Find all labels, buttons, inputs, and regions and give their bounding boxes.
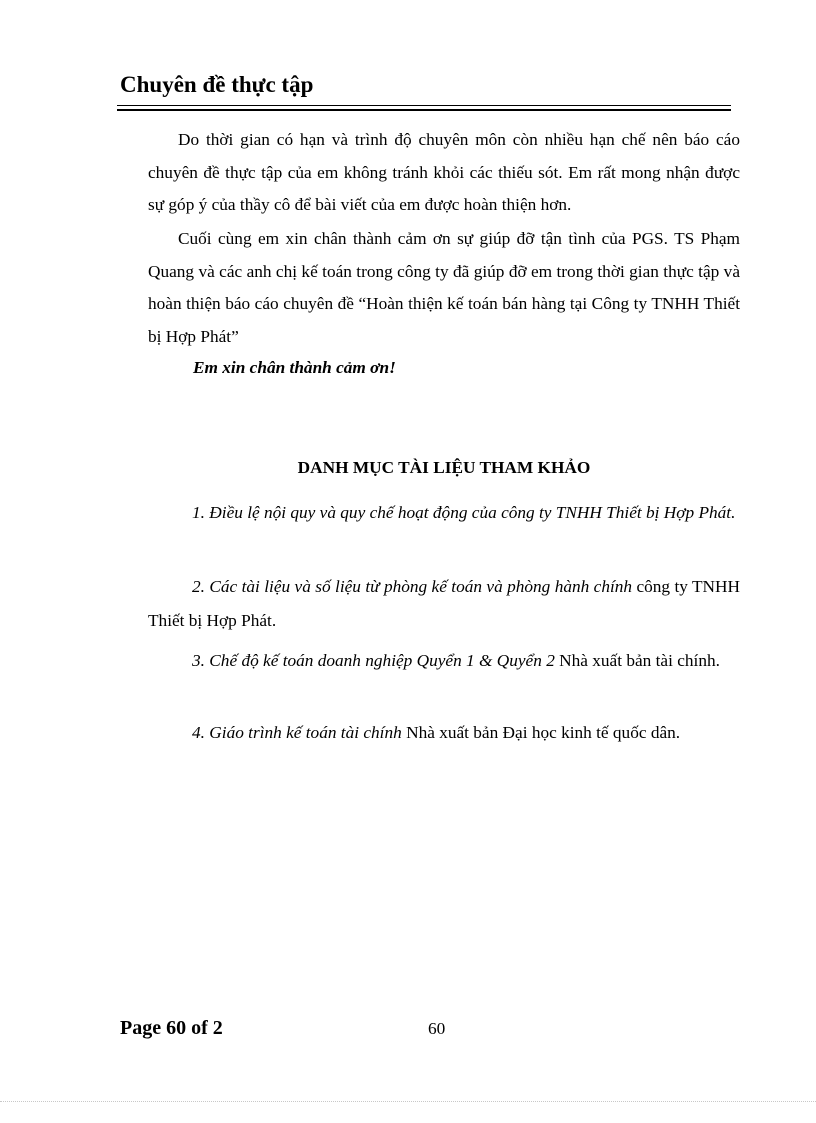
page-number: 60 [428, 1019, 446, 1038]
footer-page-label: Page 60 of 2 [120, 1017, 223, 1039]
document-header-title: Chuyên đề thực tập [120, 72, 314, 97]
page-bottom-divider [0, 1101, 816, 1102]
reference-title-italic: 3. Chế độ kế toán doanh nghiệp Quyển 1 & Quyển 2 [192, 651, 555, 670]
reference-title-italic: 1. Điều lệ nội quy và quy chế hoạt động của công ty TNHH Thiết bị Hợp Phát. [192, 503, 736, 522]
reference-publisher: công ty TNHH Thiết bị Hợp Phát. [148, 577, 740, 630]
header-double-rule [117, 105, 731, 111]
reference-title-italic: 4. Giáo trình kế toán tài chính [192, 723, 402, 742]
reference-item [148, 644, 740, 678]
reference-publisher: Nhà xuất bản tài chính. [554, 651, 720, 670]
reference-publisher: Nhà xuất bản Đại học kinh tế quốc dân. [401, 723, 681, 742]
body-paragraph-2: Cuối cùng em xin chân thành cảm ơn sự giúp đỡ tận tình của PGS. TS Phạm Quang và các anh chị kế toán trong công ty đã giúp đỡ em trong thời gian thực tập và hoàn thiện báo cáo chuyên đề “Hoàn thiện kế toán bán hàng tại Công ty TNHH Thiết bị Hợp Phát” [148, 229, 740, 346]
reference-item [148, 570, 740, 638]
thanks-line: Em xin chân thành cảm ơn! [193, 358, 396, 377]
reference-item [148, 716, 740, 750]
reference-item [148, 496, 740, 530]
reference-title-italic: 2. Các tài liệu và số liệu từ phòng kế toán và phòng hành chính [192, 577, 633, 596]
references-title: DANH MỤC TÀI LIỆU THAM KHẢO [297, 458, 591, 477]
body-paragraph-1: Do thời gian có hạn và trình độ chuyên môn còn nhiều hạn chế nên báo cáo chuyên đề thực tập của em không tránh khỏi các thiếu sót. Em rất mong nhận được sự góp ý của thầy cô để bài viết của em được hoàn thiện hơn. [148, 130, 740, 214]
